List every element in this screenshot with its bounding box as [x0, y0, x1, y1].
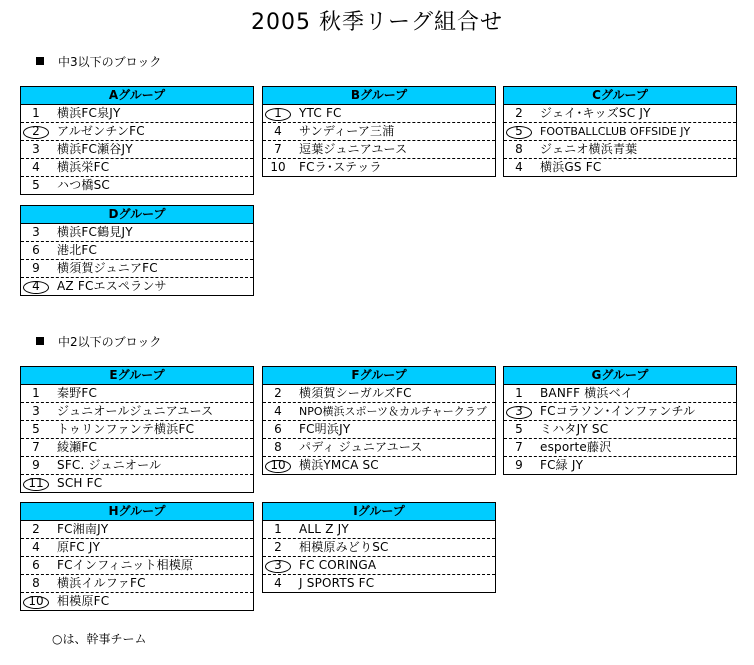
team-row [21, 278, 253, 296]
team-name: 秦野FC [57, 386, 98, 400]
section-heading-label: 中2以下のブロック [58, 335, 162, 349]
team-name: 綾瀬FC [57, 440, 98, 454]
group-header: Dグループ [21, 206, 253, 224]
team-name: esporte藤沢 [540, 440, 612, 454]
team-name: ジェイ･キッズSC JY [540, 106, 651, 120]
team-number: 1 [274, 522, 282, 536]
team-row [21, 403, 253, 421]
team-name: SCH FC [57, 476, 103, 490]
section-heading-u15 [36, 53, 161, 70]
team-name: パディ ジュニアユース [299, 440, 423, 454]
team-number-organizer: 1 [263, 105, 293, 122]
team-row [21, 385, 253, 403]
team-row [263, 123, 495, 141]
team-number: 6 [32, 243, 40, 257]
team-row [21, 177, 253, 195]
team-row [21, 539, 253, 557]
team-name: 横須賀シーガルズFC [299, 386, 412, 400]
team-name: 横浜FC鶴見JY [57, 225, 133, 239]
section-heading-label: 中3以下のブロック [58, 55, 162, 69]
team-row [504, 123, 736, 141]
team-number: 6 [274, 422, 282, 436]
team-name: トゥリンファンテ横浜FC [57, 422, 195, 436]
team-name: ジュニオールジュニアユース [57, 404, 214, 418]
group-header: Bグループ [263, 87, 495, 105]
team-row [504, 403, 736, 421]
group-b-table [262, 86, 496, 177]
team-row [263, 385, 495, 403]
group-header: Fグループ [263, 367, 495, 385]
team-row [263, 403, 495, 421]
team-number: 5 [32, 422, 40, 436]
team-number: 10 [270, 160, 286, 174]
team-name: BANFF 横浜ベイ [540, 386, 634, 400]
team-name: FCラ･ステッラ [299, 160, 382, 174]
team-name: 逗葉ジュニアユース [299, 142, 408, 156]
team-number: 5 [515, 422, 523, 436]
team-row [263, 105, 495, 123]
team-row [263, 457, 495, 475]
team-number: 3 [32, 404, 40, 418]
team-row [504, 439, 736, 457]
team-name: 原FC JY [57, 540, 101, 554]
team-name: 横浜FC泉JY [57, 106, 121, 120]
team-name: サンディーア三浦 [299, 124, 395, 138]
team-row [263, 439, 495, 457]
team-number: 2 [32, 522, 40, 536]
team-name: FC CORINGA [299, 558, 377, 572]
team-name: J SPORTS FC [299, 576, 375, 590]
team-name: 横浜栄FC [57, 160, 110, 174]
team-row [21, 421, 253, 439]
team-name: 相模原FC [57, 594, 110, 608]
team-name: 横浜FC瀬谷JY [57, 142, 133, 156]
team-row [504, 105, 736, 123]
team-number: 1 [515, 386, 523, 400]
team-row [21, 260, 253, 278]
group-header: Aグループ [21, 87, 253, 105]
section-heading-u14 [36, 333, 161, 350]
team-row [21, 593, 253, 611]
team-row [21, 123, 253, 141]
team-row [21, 439, 253, 457]
team-name: FCインフィニット相模原 [57, 558, 194, 572]
group-header: Eグループ [21, 367, 253, 385]
team-name: 港北FC [57, 243, 98, 257]
group-header: Hグループ [21, 503, 253, 521]
team-row [263, 159, 495, 177]
team-name: FC明浜JY [299, 422, 351, 436]
group-a-table [20, 86, 254, 195]
team-number: 4 [274, 124, 282, 138]
team-number: 1 [32, 386, 40, 400]
team-number: 4 [32, 540, 40, 554]
team-name: アルゼンチンFC [57, 124, 145, 138]
team-number-organizer: 4 [21, 278, 51, 295]
team-number: 7 [32, 440, 40, 454]
team-row [21, 242, 253, 260]
group-i-table [262, 502, 496, 593]
team-number: 4 [274, 404, 282, 418]
team-number: 1 [32, 106, 40, 120]
team-row [21, 159, 253, 177]
team-row [21, 224, 253, 242]
team-number: 9 [32, 458, 40, 472]
team-number: 7 [274, 142, 282, 156]
group-g-table [503, 366, 737, 475]
team-row [21, 457, 253, 475]
group-d-table [20, 205, 254, 296]
team-number: 9 [32, 261, 40, 275]
team-number: 4 [515, 160, 523, 174]
team-number: 2 [515, 106, 523, 120]
team-name: 横浜イルファFC [57, 576, 146, 590]
team-name: ジェニオ横浜青葉 [540, 142, 638, 156]
team-number: 4 [32, 160, 40, 174]
team-row [504, 421, 736, 439]
team-name: FOOTBALLCLUB OFFSIDE JY [540, 125, 691, 138]
team-number-organizer: 11 [21, 475, 51, 492]
team-number: 8 [274, 440, 282, 454]
team-number-organizer: 2 [21, 123, 51, 140]
group-c-table [503, 86, 737, 177]
team-row [263, 539, 495, 557]
team-name: 横浜GS FC [540, 160, 602, 174]
organizer-note: ○は、幹事チーム [52, 632, 147, 646]
team-row [21, 557, 253, 575]
team-number: 8 [515, 142, 523, 156]
team-number: 9 [515, 458, 523, 472]
bullet-square-icon [36, 337, 44, 345]
group-e-table [20, 366, 254, 493]
team-row [263, 575, 495, 593]
team-name: 横浜YMCA SC [299, 458, 379, 472]
team-number: 6 [32, 558, 40, 572]
team-name: ミハタJY SC [540, 422, 609, 436]
team-number-organizer: 5 [504, 123, 534, 140]
team-number: 4 [274, 576, 282, 590]
team-name: SFC. ジュニオール [57, 458, 162, 472]
team-name: AZ FCエスペランサ [57, 279, 167, 293]
team-row [21, 575, 253, 593]
team-name: YTC FC [299, 106, 342, 120]
team-number: 2 [274, 386, 282, 400]
group-header: Gグループ [504, 367, 736, 385]
team-name: FCコラソン･インファンチル [540, 404, 696, 418]
team-name: FC湘南JY [57, 522, 109, 536]
bullet-square-icon [36, 57, 44, 65]
team-number-organizer: 3 [504, 403, 534, 420]
team-number: 2 [274, 540, 282, 554]
team-name: 横須賀ジュニアFC [57, 261, 158, 275]
team-row [263, 421, 495, 439]
team-row [21, 141, 253, 159]
team-row [504, 385, 736, 403]
team-row [21, 521, 253, 539]
team-row [263, 521, 495, 539]
group-f-table [262, 366, 496, 475]
team-number: 5 [32, 178, 40, 192]
team-number: 3 [32, 142, 40, 156]
team-number-organizer: 10 [263, 457, 293, 474]
team-row [504, 141, 736, 159]
team-name: 相模原みどりSC [299, 540, 389, 554]
team-number: 3 [32, 225, 40, 239]
team-row [21, 475, 253, 493]
team-name: NPO横浜スポーツ＆カルチャークラブ [299, 405, 487, 418]
team-name: ALL Z JY [299, 522, 349, 536]
group-h-table [20, 502, 254, 611]
team-number-organizer: 3 [263, 557, 293, 574]
team-row [504, 159, 736, 177]
page-title: 2005 秋季リーグ組合せ [251, 10, 503, 35]
team-name: ハつ橋SC [57, 178, 110, 192]
team-row [263, 141, 495, 159]
team-name: FC緑 JY [540, 458, 584, 472]
team-row [21, 105, 253, 123]
group-header: Iグループ [263, 503, 495, 521]
team-row [504, 457, 736, 475]
team-number: 7 [515, 440, 523, 454]
group-header: Cグループ [504, 87, 736, 105]
team-row [263, 557, 495, 575]
team-number-organizer: 10 [21, 593, 51, 610]
team-number: 8 [32, 576, 40, 590]
